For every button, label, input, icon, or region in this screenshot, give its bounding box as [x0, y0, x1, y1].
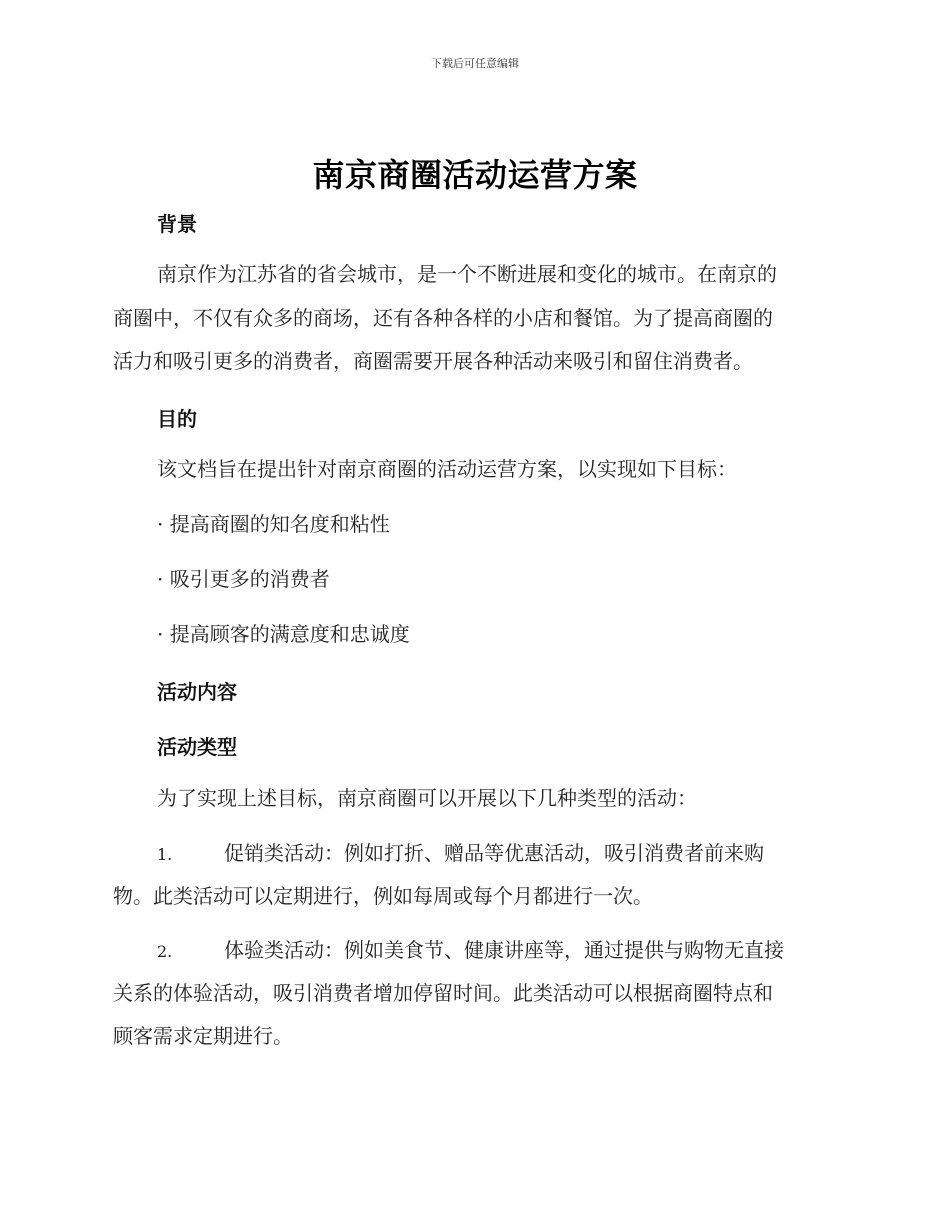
paragraph-line: 为了实现上述目标，南京商圈可以开展以下几种类型的活动：: [157, 786, 697, 810]
paragraph-line: 南京作为江苏省的省会城市，是一个不断进展和变化的城市。在南京的: [157, 262, 777, 286]
list-item-continuation: 物。此类活动可以定期进行，例如每周或每个月都进行一次。: [113, 884, 653, 908]
heading-purpose: 目的: [157, 407, 197, 431]
list-item-text: 体验类活动：例如美食节、健康讲座等，通过提供与购物无直接: [224, 938, 784, 962]
paragraph-line: 活力和吸引更多的消费者，商圈需要开展各种活动来吸引和留住消费者。: [113, 349, 753, 373]
header-note: 下载后可任意编辑: [431, 57, 519, 70]
list-item-text: 促销类活动：例如打折、赠品等优惠活动，吸引消费者前来购: [224, 841, 764, 865]
paragraph-line: 该文档旨在提出针对南京商圈的活动运营方案，以实现如下目标：: [157, 457, 737, 481]
heading-activity-types: 活动类型: [157, 735, 237, 759]
list-item-continuation: 关系的体验活动，吸引消费者增加停留时间。此类活动可以根据商圈特点和: [113, 981, 773, 1005]
heading-activity-content: 活动内容: [157, 680, 237, 704]
document-title: 南京商圈活动运营方案: [312, 156, 638, 194]
paragraph-line: 商圈中，不仅有众多的商场，还有各种各样的小店和餐馆。为了提高商圈的: [113, 306, 773, 330]
bullet-item: · 提高顾客的满意度和忠诚度: [157, 622, 410, 646]
bullet-item: · 提高商圈的知名度和粘性: [157, 512, 390, 536]
bullet-item: · 吸引更多的消费者: [157, 567, 330, 591]
list-item-number: 2.: [157, 942, 173, 961]
list-item-number: 1.: [157, 845, 173, 864]
heading-background: 背景: [157, 212, 197, 236]
list-item-continuation: 顾客需求定期进行。: [113, 1024, 293, 1048]
